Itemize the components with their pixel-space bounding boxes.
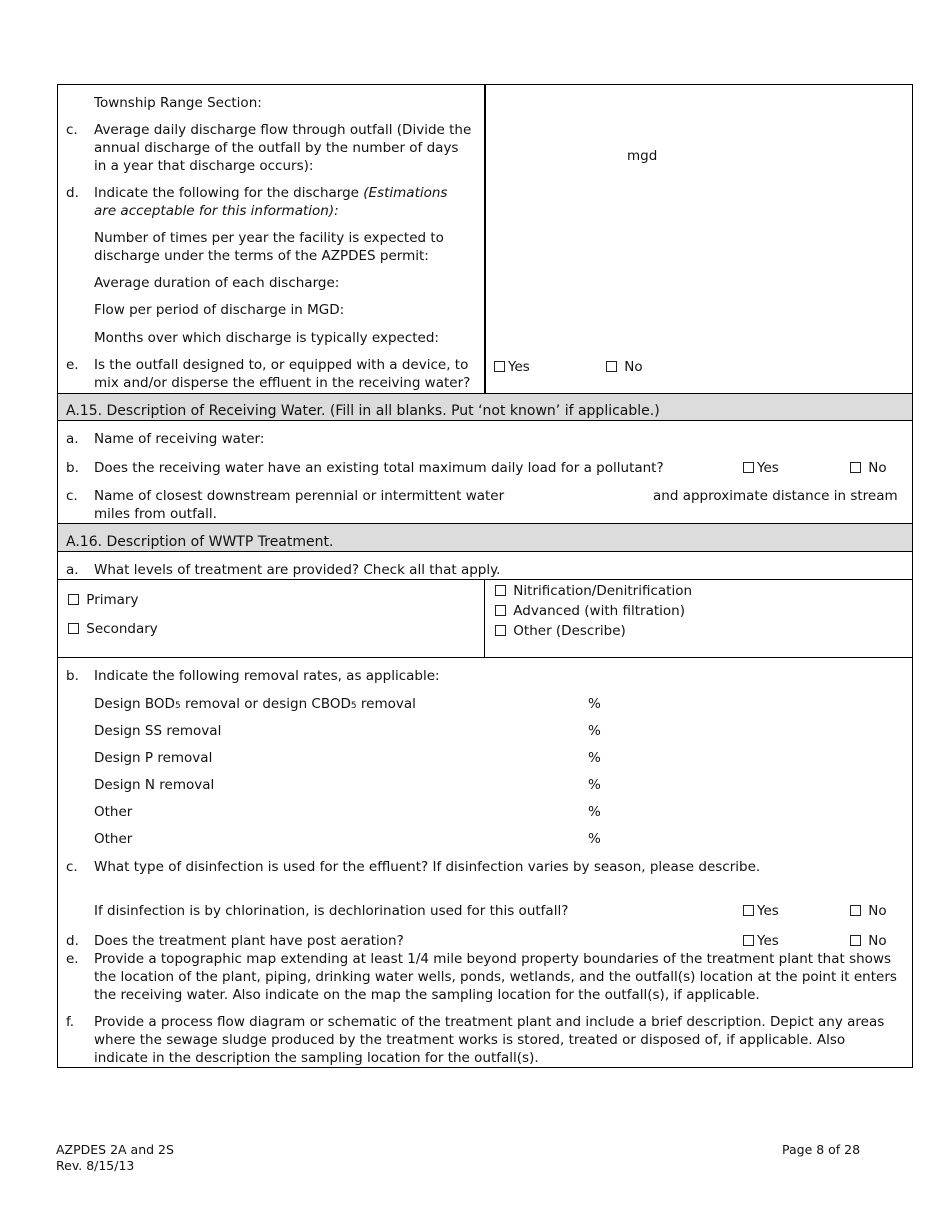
other-removal-label: Other xyxy=(94,804,133,820)
a16-section-header: A.16. Description of WWTP Treatment. xyxy=(66,534,334,550)
aeration-yes-checkbox[interactable]: Yes xyxy=(743,932,779,950)
mixing-device-question: Is the outfall designed to, or equipped with a device, to mix and/or disperse the effluent in the receiving water? xyxy=(94,357,471,391)
upper-column-divider xyxy=(484,84,486,393)
percent-sign: % xyxy=(588,804,601,820)
dechlor-no-checkbox[interactable]: No xyxy=(850,902,887,920)
item-label: a. xyxy=(66,562,79,578)
mgd-unit: mgd xyxy=(627,148,658,164)
percent-sign: % xyxy=(588,750,601,766)
tmdl-yes-checkbox[interactable]: Yes xyxy=(743,459,779,477)
rule xyxy=(57,579,913,580)
downstream-water-question: Name of closest downstream perennial or intermittent water xyxy=(94,488,505,504)
p-removal-label: Design P removal xyxy=(94,750,213,766)
ss-removal-label: Design SS removal xyxy=(94,723,222,739)
secondary-checkbox[interactable]: Secondary xyxy=(68,620,158,638)
removal-rates-question: Indicate the following removal rates, as applicable: xyxy=(94,668,440,684)
footer-revision: Rev. 8/15/13 xyxy=(56,1158,135,1173)
percent-sign: % xyxy=(588,777,601,793)
disinfection-question: What type of disinfection is used for the effluent? If disinfection varies by season, please describe. xyxy=(94,859,761,875)
item-label: d. xyxy=(66,933,79,949)
item-label: b. xyxy=(66,460,79,476)
item-label: d. xyxy=(66,185,79,201)
item-label: f. xyxy=(66,1014,75,1030)
distance-question: and approximate distance in stream xyxy=(653,488,898,504)
tmdl-question: Does the receiving water have an existing total maximum daily load for a pollutant? xyxy=(94,460,664,476)
rule xyxy=(57,420,913,421)
treatment-column-divider xyxy=(484,579,485,657)
receiving-water-name-question: Name of receiving water: xyxy=(94,431,265,447)
footer-page-number: Page 8 of 28 xyxy=(782,1142,861,1157)
post-aeration-question: Does the treatment plant have post aeration? xyxy=(94,933,404,949)
a15-section-header: A.15. Description of Receiving Water. (Fill in all blanks. Put ‘not known’ if applicable.) xyxy=(66,403,660,419)
item-label: e. xyxy=(66,951,79,967)
percent-sign: % xyxy=(588,723,601,739)
footer-form-name: AZPDES 2A and 2S xyxy=(56,1142,174,1157)
mixing-no-checkbox[interactable]: No xyxy=(606,358,643,376)
times-per-year-question: Number of times per year the facility is expected to discharge under the terms of the AZPDES permit: xyxy=(94,230,444,264)
avg-duration-question: Average duration of each discharge: xyxy=(94,275,340,291)
tmdl-no-checkbox[interactable]: No xyxy=(850,459,887,477)
mixing-yes-checkbox[interactable]: Yes xyxy=(494,358,530,376)
process-flow-instruction: Provide a process flow diagram or schematic of the treatment plant and include a brief description. Depict any areas where the sewage sludge produced by the treatment works is stored, treated or disposed of, if applicable. Also indicate in the description the sampling location for the outfall(s). xyxy=(94,1014,885,1066)
percent-sign: % xyxy=(588,696,601,712)
township-label: Township Range Section: xyxy=(94,95,262,111)
rule xyxy=(57,551,913,552)
aeration-no-checkbox[interactable]: No xyxy=(850,932,887,950)
item-label: c. xyxy=(66,122,78,138)
rule xyxy=(57,393,913,394)
bod-removal-label: Design BOD5 removal or design CBOD5 removal xyxy=(94,696,416,712)
dechlor-yes-checkbox[interactable]: Yes xyxy=(743,902,779,920)
other-removal-label: Other xyxy=(94,831,133,847)
nitrification-checkbox[interactable]: Nitrification/Denitrification xyxy=(495,582,692,600)
item-label: e. xyxy=(66,357,79,373)
other-describe-checkbox[interactable]: Other (Describe) xyxy=(495,622,626,640)
treatment-levels-question: What levels of treatment are provided? Check all that apply. xyxy=(94,562,501,578)
item-label: c. xyxy=(66,859,78,875)
months-question: Months over which discharge is typically expected: xyxy=(94,330,439,346)
item-label: b. xyxy=(66,668,79,684)
primary-checkbox[interactable]: Primary xyxy=(68,591,138,609)
dechlorination-question: If disinfection is by chlorination, is dechlorination used for this outfall? xyxy=(94,903,569,919)
flow-per-period-question: Flow per period of discharge in MGD: xyxy=(94,302,345,318)
item-label: c. xyxy=(66,488,78,504)
percent-sign: % xyxy=(588,831,601,847)
avg-daily-discharge-question: Average daily discharge flow through outfall (Divide the annual discharge of the outfall by the number of days in a year that discharge occurs): xyxy=(94,122,472,174)
downstream-water-question-cont: miles from outfall. xyxy=(94,506,217,522)
item-label: a. xyxy=(66,431,79,447)
rule xyxy=(57,657,913,658)
advanced-checkbox[interactable]: Advanced (with filtration) xyxy=(495,602,685,620)
discharge-estimations-question: Indicate the following for the discharge (Estimations are acceptable for this information): xyxy=(94,185,448,219)
topographic-map-instruction: Provide a topographic map extending at least 1/4 mile beyond property boundaries of the treatment plant that shows the location of the plant, piping, drinking water wells, ponds, wetlands, and the outfall(s) location at the point it enters the receiving water. Also indicate on the map the sampling location for the outfall(s), if applicable. xyxy=(94,951,897,1003)
n-removal-label: Design N removal xyxy=(94,777,215,793)
